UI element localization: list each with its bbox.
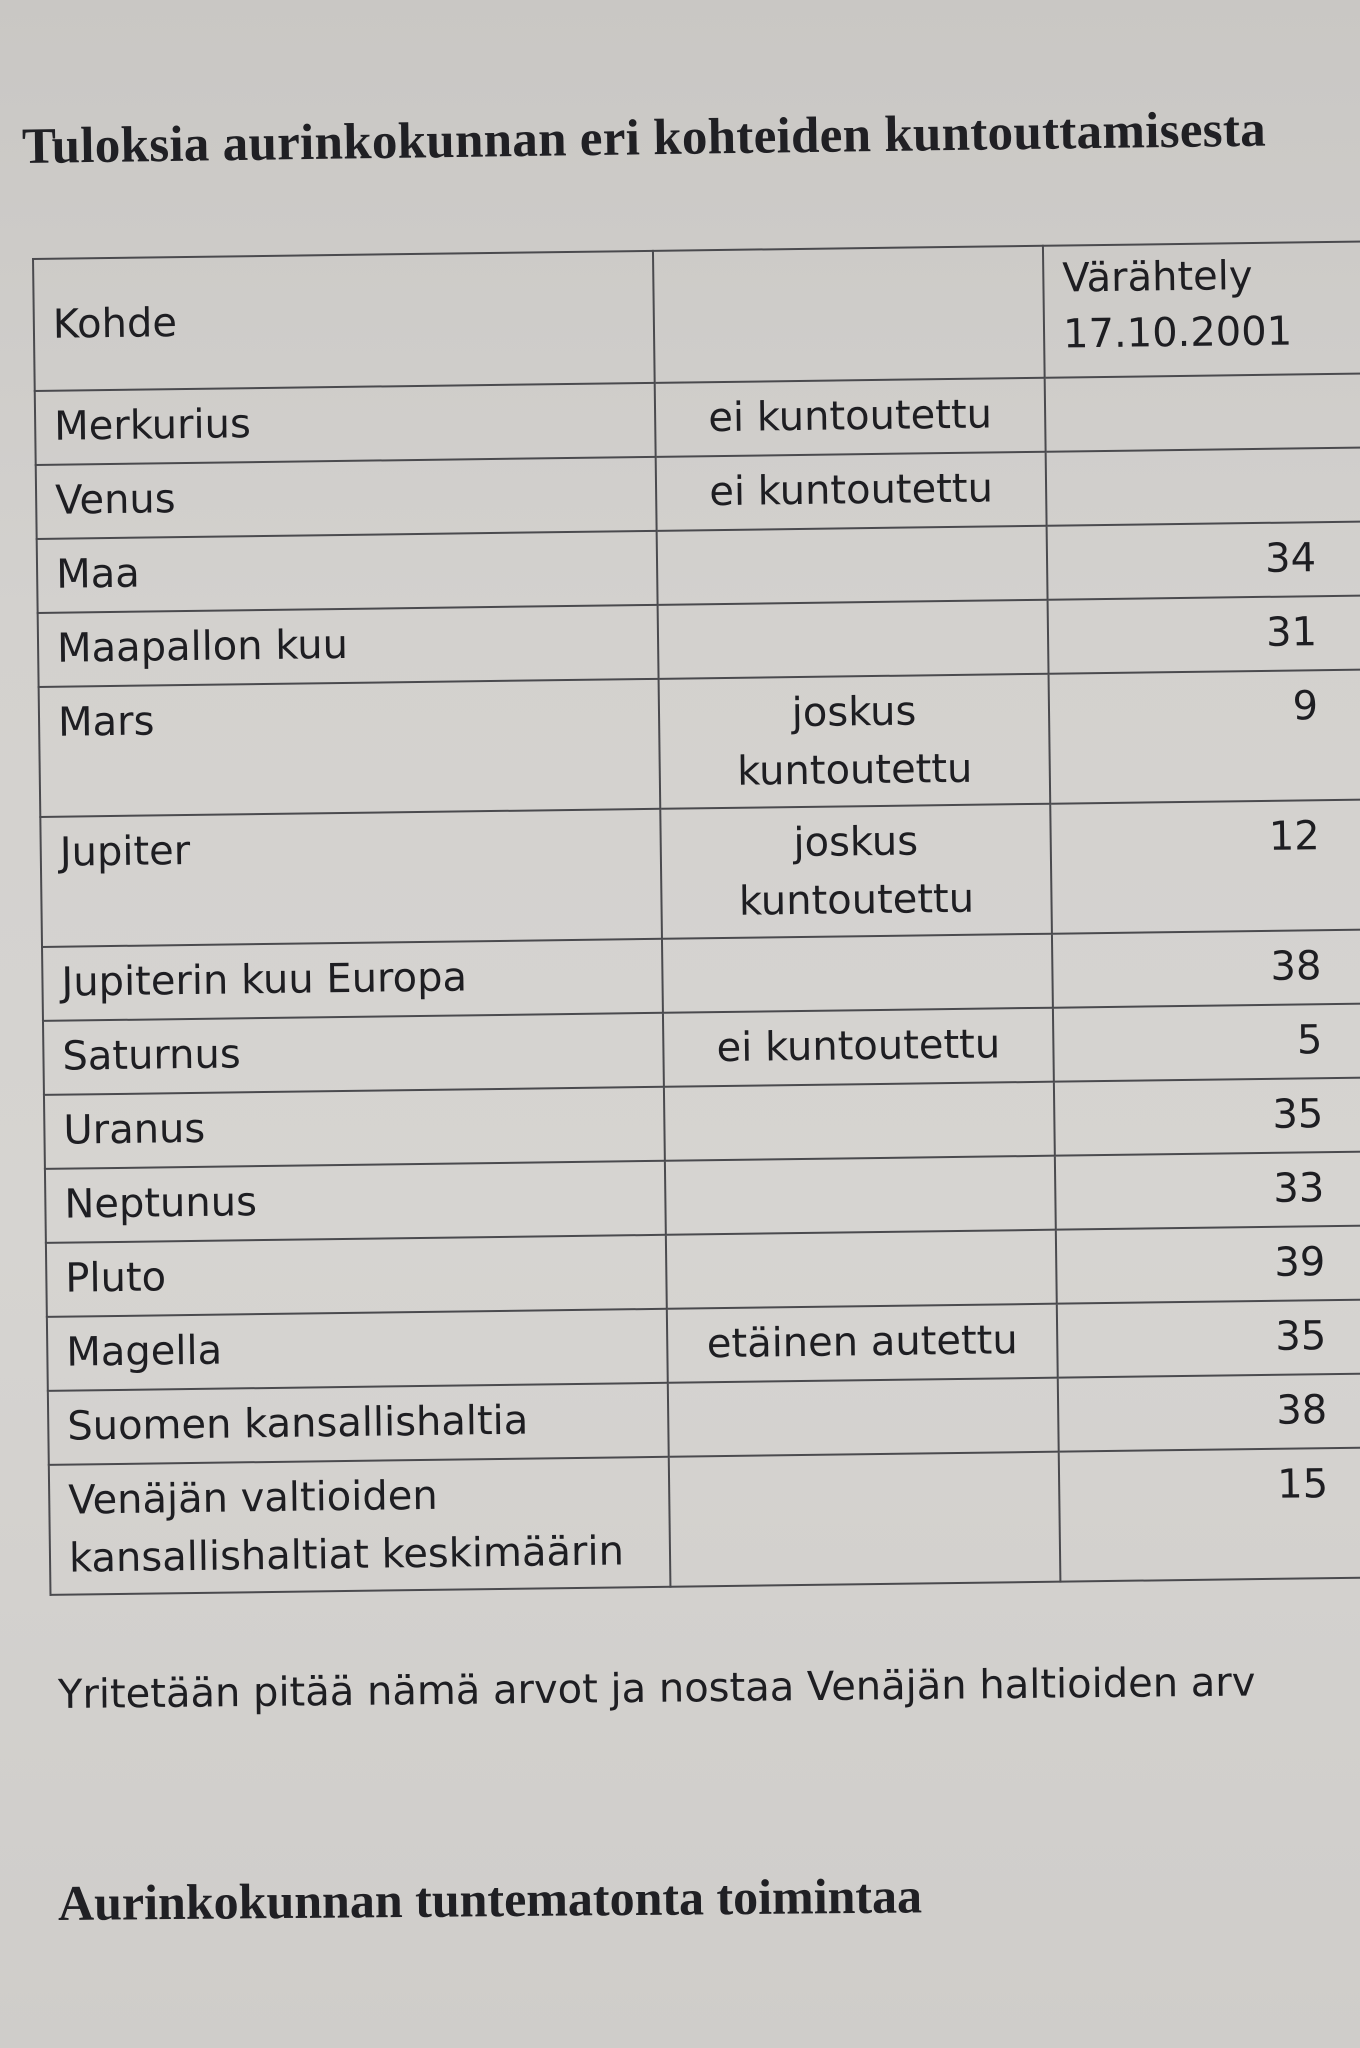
cell-value — [1045, 373, 1360, 451]
cell-status — [665, 1156, 1056, 1235]
cell-status — [664, 1082, 1055, 1161]
page-title: Tuloksia aurinkokunnan eri kohteiden kuntouttamisesta — [21, 101, 1267, 175]
cell-kohde: Pluto — [46, 1235, 667, 1317]
header-kohde: Kohde — [33, 251, 655, 391]
cell-value: 31 — [1048, 595, 1360, 673]
cell-kohde: Jupiter — [40, 809, 662, 947]
header-vibration — [1043, 241, 1360, 377]
cell-value: 15 — [1059, 1447, 1360, 1581]
cell-status — [662, 934, 1053, 1013]
table-row — [49, 1447, 1360, 1595]
cell-kohde: Uranus — [44, 1087, 665, 1169]
cell-status: ei kuntoutettu — [663, 1008, 1054, 1087]
header-vibration-date: 17.10.2001 — [1062, 308, 1293, 358]
cell-value — [1046, 447, 1360, 525]
cell-kohde: Saturnus — [43, 1013, 664, 1095]
cell-value: 5 — [1053, 1003, 1360, 1081]
cell-kohde: Maapallon kuu — [38, 605, 659, 687]
cell-status: etäinen autettu — [667, 1304, 1058, 1383]
table-row — [39, 669, 1360, 817]
table-header-row — [33, 241, 1360, 391]
cell-status — [668, 1378, 1059, 1457]
cell-kohde: Jupiterin kuu Europa — [42, 939, 663, 1021]
cell-value: 38 — [1052, 929, 1360, 1007]
cell-kohde: Maa — [37, 531, 658, 613]
section-heading: Aurinkokunnan tuntematonta toimintaa — [57, 1867, 923, 1931]
cell-status: joskus kuntoutettu — [659, 674, 1051, 809]
header-status — [653, 246, 1045, 383]
cell-kohde: Neptunus — [45, 1161, 666, 1243]
header-vibration-label: Värähtely — [1062, 253, 1253, 302]
cell-value: 35 — [1054, 1077, 1360, 1155]
cell-value: 39 — [1056, 1225, 1360, 1303]
cell-status: ei kuntoutettu — [656, 452, 1047, 531]
cell-status — [657, 526, 1048, 605]
cell-kohde: Merkurius — [35, 383, 656, 465]
cell-kohde: Venus — [36, 457, 657, 539]
cell-status — [658, 600, 1049, 679]
cell-value: 38 — [1058, 1373, 1360, 1451]
cell-status — [666, 1230, 1057, 1309]
cell-kohde: Venäjän valtioiden kansallishaltiat keskimäärin — [49, 1457, 671, 1595]
cell-value: 33 — [1055, 1151, 1360, 1229]
cell-value: 9 — [1049, 669, 1360, 803]
results-table-wrapper — [32, 240, 1360, 1595]
results-table — [32, 240, 1360, 1595]
cell-kohde: Mars — [39, 679, 661, 817]
cell-status: joskus kuntoutettu — [660, 804, 1052, 939]
cell-kohde: Suomen kansallishaltia — [48, 1383, 669, 1465]
table-row — [40, 799, 1360, 947]
footnote-text: Yritetään pitää nämä arvot ja nostaa Venäjän haltioiden arv — [57, 1659, 1256, 1718]
cell-kohde: Magella — [47, 1309, 668, 1391]
cell-status: ei kuntoutettu — [655, 378, 1046, 457]
cell-value: 34 — [1047, 521, 1360, 599]
cell-value: 35 — [1057, 1299, 1360, 1377]
cell-status — [669, 1452, 1061, 1587]
cell-value: 12 — [1050, 799, 1360, 933]
